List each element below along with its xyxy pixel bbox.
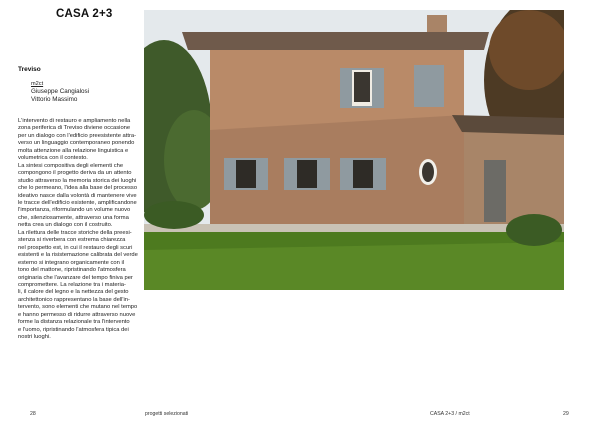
upper-window-right-shutter <box>414 65 444 107</box>
description-line: compongono il progetto deriva da un attento <box>18 170 132 177</box>
section-name: progetti selezionati <box>145 411 189 417</box>
lower-window-3-glass <box>353 160 373 188</box>
shrub <box>506 214 562 246</box>
running-title <box>430 411 470 417</box>
upper-window-glass <box>354 72 370 102</box>
house-photo-illustration <box>144 10 564 290</box>
description-line: volumetrica con il contesto. <box>18 155 88 162</box>
description-line: che, silenziosamente, attraverso una forma <box>18 214 129 221</box>
project-credits <box>31 81 89 103</box>
description-line: netta crea un dialogo con il costruito. <box>18 222 113 229</box>
architect-name: Vittorio Massimo <box>31 95 78 103</box>
description-line: architettonico rappresentano la base dell'in- <box>18 296 130 303</box>
studio-name: m2ct <box>31 81 44 87</box>
description-line: tono del mattone, ripristinando l'atmosfera <box>18 267 126 274</box>
description-line: che lo permeano, l'idea alla base del processo <box>18 185 138 192</box>
oval-window-glass <box>422 162 434 182</box>
description-line: li, il calore del legno e la nettezza del gesto <box>18 289 129 296</box>
description-line: forme la distanza relazionale tra l'intervento <box>18 319 130 326</box>
extension <box>464 128 564 228</box>
description-line: per un dialogo con l'edificio preesistente attra- <box>18 132 137 139</box>
description-line: ideativo nasce dalla volontà di mantenere vive <box>18 192 137 199</box>
project-title: CASA 2+3 <box>56 8 113 20</box>
description-line: studio attraverso la memoria storica dei luoghi <box>18 177 137 184</box>
description-line: esistenti e la risistemazione calibrata del verde <box>18 252 138 259</box>
description-line: esterno si integrano organicamente con il <box>18 259 125 266</box>
extension-door <box>484 160 506 222</box>
description-line: nel prospetto est, in cui il restauro degli scuri <box>18 244 133 251</box>
lower-window-1-glass <box>236 160 256 188</box>
description-line: l'importanza, riformulando un volume nuovo <box>18 207 131 214</box>
description-line: originaria che l'avanzare del tempo finiva per <box>18 274 133 281</box>
running-title-separator: / <box>455 411 459 417</box>
description-line: L'intervento di restauro e ampliamento nella <box>18 118 131 124</box>
project-description <box>18 118 148 342</box>
extension-roof <box>452 115 564 135</box>
description-line: compromettere. La relazione tra i materia- <box>18 281 126 288</box>
page-number-right: 29 <box>563 411 569 417</box>
lower-window-2-glass <box>297 160 317 188</box>
page-number-left: 28 <box>30 411 36 417</box>
description-line: La rilettura delle tracce storiche della preesi- <box>18 229 132 236</box>
description-line: verso un linguaggio contemporaneo ponendo <box>18 140 135 147</box>
description-line: tervento, sono elementi che mutano nel tempo <box>18 304 138 311</box>
architect-name: Giuseppe Cangialosi <box>31 88 90 96</box>
house-photo <box>144 10 564 290</box>
description-line: nostri luoghi. <box>18 334 51 341</box>
lawn-light <box>144 242 564 290</box>
running-title-text: CASA 2+3 <box>430 411 455 417</box>
description-line: La sintesi compositiva degli elementi che <box>18 162 124 169</box>
roof <box>182 32 489 50</box>
description-line: e hanno permesso di ridurre attraverso nuove <box>18 311 136 318</box>
project-location: Treviso <box>18 66 41 73</box>
shrub-left <box>144 201 204 229</box>
description-line: molta attenzione alla relazione linguistica e <box>18 147 129 154</box>
description-line: le tracce dell'edificio esistente, amplificandone <box>18 199 137 206</box>
description-line: zona periferica di Treviso diviene occasione <box>18 125 131 132</box>
path <box>144 224 564 232</box>
description-line: stenza si riverbera con estrema chiarezza <box>18 237 126 244</box>
running-title-studio: m2ct <box>458 411 470 417</box>
description-line: e l'uomo, ripristinando l'atmosfera tipica dei <box>18 326 129 333</box>
